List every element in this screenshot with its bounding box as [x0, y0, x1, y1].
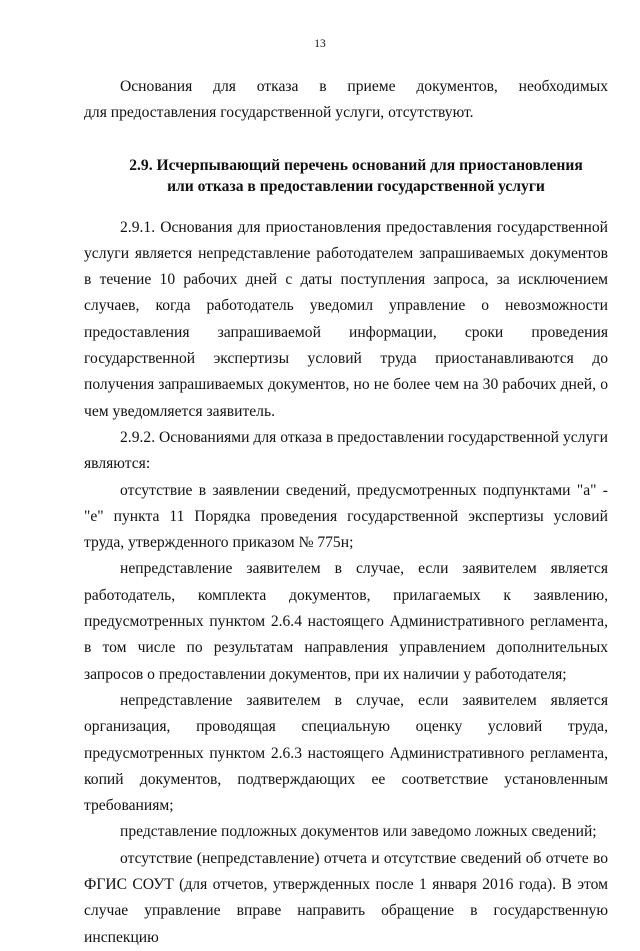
paragraph-2-9-1: 2.9.1. Основания для приостановления предоставления государственной услуги является непредставление работодателем запрашиваемых документов в течение 10 рабочих дней с даты поступления запроса, за исключением случаев, когда работодатель уведомил управление о невозможности предоставления запрашиваемой информации, сроки проведения государственной экспертизы условий труда приостанавливаются до получения запрашиваемых документов, но не более чем на 30 рабочих дней, о чем уведомляется заявитель. — [84, 218, 608, 420]
list-item: отсутствие (непредставление) отчета и отсутствие сведений об отчете во ФГИС СОУТ (для отчетов, утвержденных после 1 января 2016 года). В этом случае управление вправе направить обращение в государственную инспекцию — [84, 849, 608, 946]
list-item: отсутствие в заявлении сведений, предусмотренных подпунктами "а" - "е" пункта 11 Порядка проведения государственной экспертизы условий труда, утвержденного приказом № 775н; — [84, 481, 608, 552]
section-heading — [84, 155, 608, 197]
document-body — [84, 74, 608, 951]
list-item: непредставление заявителем в случае, если заявителем является работодатель, комплекта документов, прилагаемых к заявлению, предусмотренных пунктом 2.6.4 настоящего Административного регламента, в том числе по результатам направления управлением дополнительных запросов о предоставлении документов, при их наличии у работодателя; — [84, 560, 608, 683]
paragraph-2-9-2: 2.9.2. Основаниями для отказа в предоставлении государственной услуги являются: — [84, 428, 608, 473]
section-heading-line2: или отказа в предоставлении государственной услуги — [167, 177, 545, 195]
intro-paragraph-line2: для предоставления государственной услуги, отсутствуют. — [84, 104, 474, 122]
list-item: непредставление заявителем в случае, если заявителем является организация, проводящая специальную оценку условий труда, предусмотренных пунктом 2.6.3 настоящего Административного регламента, копий документов, подтверждающих ее соответствие установленным требованиям; — [84, 691, 608, 815]
page-number: 13 — [314, 38, 326, 50]
list-item: представление подложных документов или заведомо ложных сведений; — [120, 823, 597, 841]
section-heading-line1: 2.9. Исчерпывающий перечень оснований для приостановления — [129, 156, 583, 174]
intro-paragraph-line1: Основания для отказа в приеме документов, необходимых — [120, 78, 608, 95]
